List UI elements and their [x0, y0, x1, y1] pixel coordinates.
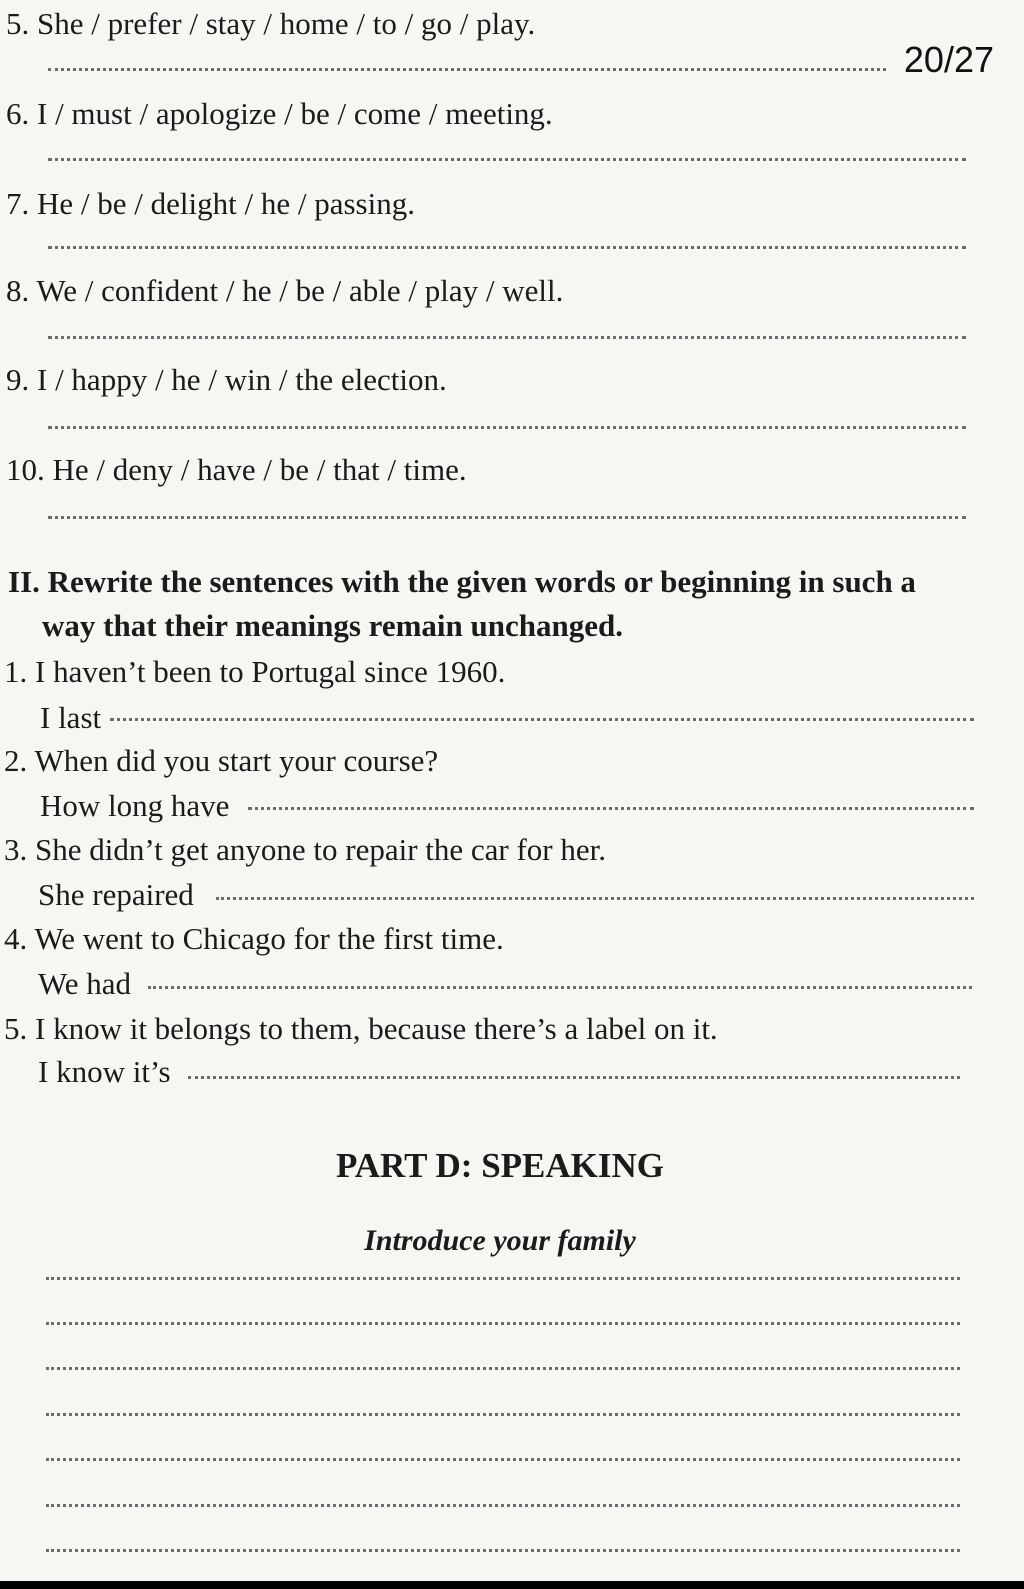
item-number: 3.	[4, 832, 28, 867]
speaking-answer-line[interactable]	[46, 1504, 960, 1507]
item-sentence: When did you start your course?	[34, 743, 439, 778]
speaking-answer-line[interactable]	[46, 1277, 960, 1280]
item-number: 5.	[6, 6, 30, 41]
sentence-item-7	[6, 188, 415, 219]
item-number: 8.	[6, 273, 30, 308]
item-sentence: We went to Chicago for the first time.	[34, 921, 504, 956]
rewrite-item-2	[4, 745, 438, 776]
section-ii-line-2	[8, 604, 1008, 648]
section-ii-heading	[8, 560, 1008, 648]
answer-line[interactable]	[216, 897, 974, 900]
item-sentence: She didn’t get anyone to repair the car for her.	[35, 832, 607, 867]
answer-line[interactable]	[148, 986, 972, 989]
page-counter: 20/27	[903, 39, 994, 80]
item-number: 10.	[6, 452, 45, 487]
item-number: 4.	[4, 921, 28, 956]
sentence-item-9	[6, 364, 447, 395]
section-ii-line-1	[8, 560, 1008, 604]
answer-line[interactable]	[48, 516, 966, 519]
item-text: I / happy / he / win / the election.	[37, 362, 447, 397]
sentence-item-8	[6, 275, 563, 306]
section-instruction-1: Rewrite the sentences with the given words or beginning in such a	[47, 564, 916, 599]
item-text: We / confident / he / be / able / play / well.	[36, 273, 564, 308]
page-bottom-edge	[0, 1581, 1024, 1589]
speaking-answer-line[interactable]	[46, 1458, 960, 1461]
rewrite-item-1	[4, 656, 505, 687]
rewrite-prompt-4: We had	[38, 966, 132, 1001]
rewrite-item-3	[4, 834, 606, 865]
answer-line[interactable]	[248, 807, 974, 810]
speaking-answer-line[interactable]	[46, 1322, 960, 1325]
item-number: 1.	[4, 654, 28, 689]
rewrite-prompt-3: She repaired	[38, 877, 194, 912]
item-text: She / prefer / stay / home / to / go / play.	[37, 6, 536, 41]
rewrite-item-4	[4, 923, 504, 954]
section-instruction-2: way that their meanings remain unchanged.	[42, 608, 624, 643]
sentence-item-5	[6, 8, 535, 39]
item-number: 7.	[6, 186, 30, 221]
item-number: 5.	[4, 1011, 28, 1046]
rewrite-item-5	[4, 1013, 718, 1044]
answer-line[interactable]	[48, 246, 966, 249]
rewrite-prompt-1: I last	[40, 700, 102, 735]
answer-line[interactable]	[48, 426, 966, 429]
speaking-answer-line[interactable]	[46, 1367, 960, 1370]
item-number: 2.	[4, 743, 28, 778]
answer-line[interactable]	[48, 68, 886, 71]
section-number: II.	[8, 564, 40, 599]
part-d-title: PART D: SPEAKING	[335, 1146, 665, 1185]
rewrite-prompt-5: I know it’s	[38, 1054, 171, 1089]
item-number: 9.	[6, 362, 30, 397]
item-text: He / deny / have / be / that / time.	[52, 452, 467, 487]
answer-line[interactable]	[188, 1076, 960, 1079]
speaking-answer-line[interactable]	[46, 1549, 960, 1552]
item-sentence: I haven’t been to Portugal since 1960.	[35, 654, 506, 689]
sentence-item-6	[6, 98, 553, 129]
answer-line[interactable]	[48, 158, 966, 161]
part-d-subtitle: Introduce your family	[364, 1224, 636, 1257]
answer-line[interactable]	[48, 336, 966, 339]
item-sentence: I know it belongs to them, because there’s a label on it.	[35, 1011, 718, 1046]
speaking-answer-line[interactable]	[46, 1413, 960, 1416]
item-number: 6.	[6, 96, 30, 131]
sentence-item-10	[6, 454, 467, 485]
item-text: I / must / apologize / be / come / meeting.	[37, 96, 553, 131]
rewrite-prompt-2: How long have	[40, 788, 230, 823]
item-text: He / be / delight / he / passing.	[37, 186, 415, 221]
answer-line[interactable]	[110, 718, 974, 721]
